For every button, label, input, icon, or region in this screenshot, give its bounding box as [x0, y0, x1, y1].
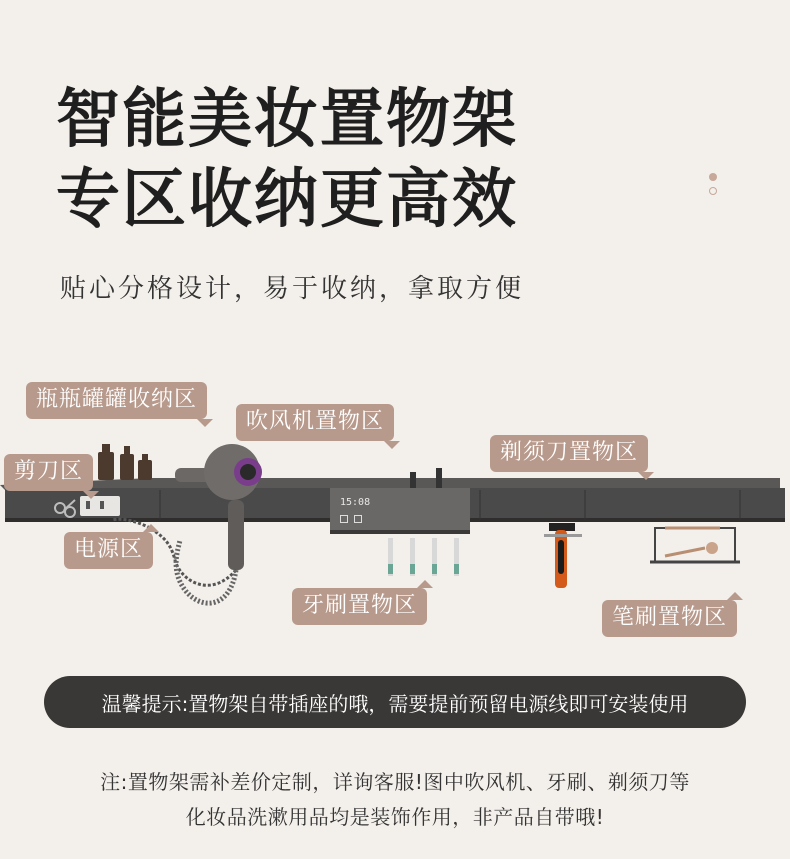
carousel-dots [709, 173, 719, 199]
label-bottles: 瓶瓶罐罐收纳区 [26, 382, 207, 419]
headline-line2: 专区收纳更高效 [56, 163, 518, 237]
label-dryer: 吹风机置物区 [236, 404, 394, 441]
hair-dryer [112, 444, 262, 603]
rack-scene [0, 360, 790, 660]
note-line1: 注:置物架需补差价定制，详询客服!图中吹风机、牙刷、剃须刀等 [100, 770, 690, 794]
time-display: 15:08 [340, 497, 371, 508]
subtitle: 贴心分格设计，易于收纳，拿取方便 [60, 274, 525, 304]
note-line2: 化妆品洗漱用品均是装饰作用，非产品自带哦! [185, 805, 605, 829]
razor [544, 523, 582, 588]
label-brush: 笔刷置物区 [602, 600, 737, 637]
display-button-icon[interactable] [340, 515, 348, 523]
bottles [98, 444, 152, 480]
label-toothbrush: 牙刷置物区 [292, 588, 427, 625]
dot-active-icon[interactable] [709, 173, 717, 181]
notice-banner: 温馨提示:置物架自带插座的哦，需要提前预留电源线即可安装使用 [44, 676, 746, 728]
display-button-icon[interactable] [354, 515, 362, 523]
toothbrushes [388, 538, 459, 576]
dot-inactive-icon[interactable] [709, 187, 717, 195]
label-razor: 剃须刀置物区 [490, 435, 648, 472]
headline-line1: 智能美妆置物架 [56, 83, 518, 157]
brush-holder [650, 528, 740, 562]
label-power: 电源区 [64, 532, 153, 569]
display-buttons [340, 515, 370, 525]
label-scissors: 剪刀区 [4, 454, 93, 491]
